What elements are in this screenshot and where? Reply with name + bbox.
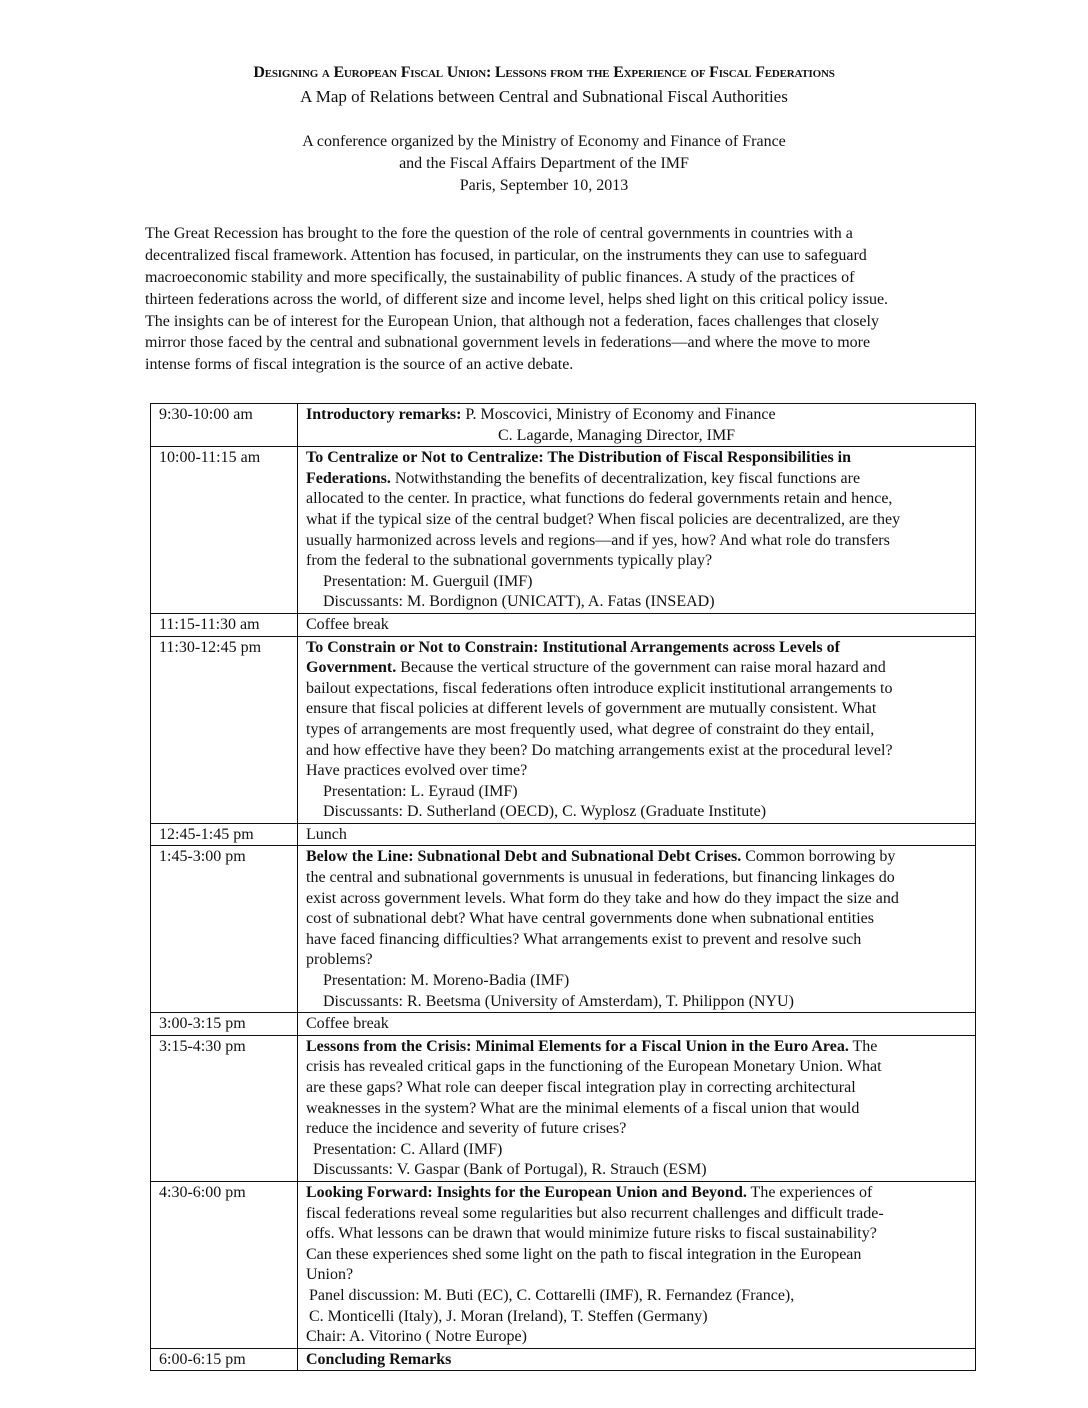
session-text: Common borrowing by [741, 848, 896, 866]
session-description [298, 404, 976, 447]
session-text: Coffee break [306, 1015, 389, 1033]
session-time-text: 3:15-4:30 pm [159, 1037, 246, 1055]
session-description [298, 1013, 976, 1036]
session-text: types of arrangements are most frequently used, what degree of constraint do they entail, [306, 720, 875, 738]
session-time [151, 1013, 298, 1036]
session-text: Discussants: M. Bordignon (UNICATT), A. Fatas (INSEAD) [323, 593, 715, 611]
session-line [306, 572, 967, 593]
session-description [298, 636, 976, 823]
session-text: reduce the incidence and severity of future crises? [306, 1120, 627, 1138]
session-line [306, 1099, 967, 1120]
session-line [306, 1014, 967, 1035]
session-title: Concluding Remarks [306, 1350, 452, 1368]
session-time [151, 447, 298, 614]
session-text: Discussants: D. Sutherland (OECD), C. Wyplosz (Graduate Institute) [323, 803, 767, 821]
session-title: Below the Line: Subnational Debt and Subnational Debt Crises. [306, 848, 742, 866]
session-text: and how effective have they been? Do matching arrangements exist at the procedural level? [306, 741, 893, 759]
session-time-text: 1:45-3:00 pm [159, 848, 246, 866]
session-time [151, 404, 298, 447]
session-title: Lessons from the Crisis: Minimal Elements for a Fiscal Union in the Euro Area. [306, 1037, 849, 1055]
session-description [298, 823, 976, 846]
agenda-row [151, 1013, 976, 1036]
session-line [306, 1183, 967, 1204]
session-time-text: 6:00-6:15 pm [159, 1350, 246, 1368]
session-line [306, 615, 967, 636]
session-time [151, 823, 298, 846]
session-line [306, 551, 967, 572]
session-text: exist across government levels. What form do they take and how do they impact the size and [306, 889, 899, 907]
session-time [151, 613, 298, 636]
agenda-row [151, 447, 976, 614]
session-line [306, 992, 967, 1013]
session-line [306, 1245, 967, 1266]
session-text: allocated to the center. In practice, what functions do federal governments retain and hence, [306, 490, 893, 508]
session-line [306, 1286, 967, 1307]
session-text: from the federal to the subnational governments typically play? [306, 552, 713, 570]
session-text: crisis has revealed critical gaps in the functioning of the European Monetary Union. What [306, 1058, 882, 1076]
session-text: have faced financing difficulties? What arrangements exist to prevent and resolve such [306, 930, 862, 948]
document-title: Designing a European Fiscal Union: Lessons from the Experience of Fiscal Federations [253, 64, 835, 81]
session-text: Chair: A. Vitorino ( Notre Europe) [306, 1328, 527, 1346]
session-line [306, 950, 967, 971]
session-text: Because the vertical structure of the government can raise moral hazard and [396, 659, 886, 677]
session-line [306, 889, 967, 910]
session-text: Union? [306, 1266, 354, 1284]
session-line [306, 1078, 967, 1099]
session-line [306, 426, 967, 447]
session-line [306, 868, 967, 889]
session-time-text: 11:15-11:30 am [159, 615, 260, 633]
session-description [298, 1035, 976, 1181]
session-time [151, 1181, 298, 1348]
session-time [151, 846, 298, 1013]
session-text: usually harmonized across levels and regions—and if yes, how? And what role do transfers [306, 531, 890, 549]
session-line [306, 802, 967, 823]
session-title: Federations. [306, 469, 391, 487]
intro-line: intense forms of fiscal integration is the source of an active debate. [145, 356, 574, 374]
session-line [306, 658, 967, 679]
session-time-text: 3:00-3:15 pm [159, 1015, 246, 1033]
session-text: weaknesses in the system? What are the minimal elements of a fiscal union that would [306, 1099, 860, 1117]
session-text: Discussants: V. Gaspar (Bank of Portugal), R. Strauch (ESM) [313, 1161, 707, 1179]
session-text: Presentation: M. Guerguil (IMF) [323, 572, 533, 590]
agenda-table [150, 403, 976, 1371]
intro-paragraph [145, 223, 975, 376]
agenda-row [151, 1348, 976, 1371]
session-text: Panel discussion: M. Buti (EC), C. Cottarelli (IMF), R. Fernandez (France), [309, 1286, 795, 1304]
session-line [306, 847, 967, 868]
session-text: what if the typical size of the central budget? When fiscal policies are decentralized, are they [306, 510, 901, 528]
session-text: Can these experiences shed some light on the path to fiscal integration in the European [306, 1245, 862, 1263]
agenda-row [151, 404, 976, 447]
organizer-line: A conference organized by the Ministry of Economy and Finance of France [302, 133, 786, 150]
document-subtitle: A Map of Relations between Central and Subnational Fiscal Authorities [300, 87, 788, 106]
session-text: The experiences of [746, 1183, 873, 1201]
agenda-row [151, 823, 976, 846]
session-text: fiscal federations reveal some regularities but also recurrent challenges and difficult trade- [306, 1204, 884, 1222]
session-title: Government. [306, 659, 397, 677]
intro-line: mirror those faced by the central and subnational government levels in federations—and where the move to more [145, 334, 871, 352]
session-description [298, 846, 976, 1013]
session-line [306, 782, 967, 803]
conference-date: Paris, September 10, 2013 [459, 177, 629, 194]
session-text: C. Lagarde, Managing Director, IMF [498, 426, 736, 444]
session-text: bailout expectations, fiscal federations often introduce explicit institutional arrangements to [306, 679, 893, 697]
intro-line: macroeconomic stability and more specifically, the sustainability of public finances. A study of the practices of [145, 268, 855, 286]
intro-line: decentralized fiscal framework. Attention has focused, in particular, on the instruments they can use to safeguard [145, 246, 867, 264]
session-title: Looking Forward: Insights for the European Union and Beyond. [306, 1183, 747, 1201]
session-line [306, 1160, 967, 1181]
session-line [306, 1119, 967, 1140]
intro-line: The insights can be of interest for the European Union, that although not a federation, faces challenges that closely [145, 312, 879, 330]
session-time-text: 11:30-12:45 pm [159, 638, 262, 656]
session-line [306, 405, 967, 426]
session-time [151, 1035, 298, 1181]
session-line [306, 1327, 967, 1348]
session-line [306, 1224, 967, 1245]
session-text: the central and subnational governments is unusual in federations, but financing linkages do [306, 869, 895, 887]
session-line [306, 930, 967, 951]
session-text: are these gaps? What role can deeper fiscal integration play in correcting architectural [306, 1079, 856, 1096]
session-text: problems? [306, 951, 373, 969]
session-text: Coffee break [306, 615, 389, 633]
session-line [306, 1307, 967, 1328]
session-line [306, 592, 967, 613]
session-line [306, 971, 967, 992]
session-line [306, 638, 967, 659]
agenda-row [151, 636, 976, 823]
session-text: C. Monticelli (Italy), J. Moran (Ireland), T. Steffen (Germany) [309, 1307, 708, 1325]
session-line [306, 531, 967, 552]
session-description [298, 447, 976, 614]
session-time-text: 10:00-11:15 am [159, 449, 261, 467]
session-text: Notwithstanding the benefits of decentralization, key fiscal functions are [390, 469, 861, 487]
session-text: P. Moscovici, Ministry of Economy and Finance [461, 406, 776, 423]
session-text: Have practices evolved over time? [306, 762, 528, 780]
session-line [306, 1057, 967, 1078]
session-line [306, 510, 967, 531]
session-line [306, 1265, 967, 1286]
session-time-text: 12:45-1:45 pm [159, 825, 254, 843]
session-time-text: 4:30-6:00 pm [159, 1183, 246, 1201]
session-title: To Constrain or Not to Constrain: Institutional Arrangements across Levels of [306, 638, 840, 656]
agenda-row [151, 846, 976, 1013]
session-line [306, 489, 967, 510]
session-line [306, 1140, 967, 1161]
session-text: Lunch [306, 825, 347, 843]
session-text: The [848, 1037, 878, 1055]
session-text: Discussants: R. Beetsma (University of Amsterdam), T. Philippon (NYU) [323, 992, 794, 1010]
agenda-row [151, 613, 976, 636]
session-line [306, 699, 967, 720]
session-line [306, 909, 967, 930]
session-line [306, 1350, 967, 1371]
session-line [306, 1037, 967, 1058]
session-time [151, 1348, 298, 1371]
session-time [151, 636, 298, 823]
session-line [306, 469, 967, 490]
session-description [298, 1181, 976, 1348]
agenda-row [151, 1035, 976, 1181]
session-text: Presentation: C. Allard (IMF) [313, 1140, 503, 1158]
organizer-line: and the Fiscal Affairs Department of the IMF [399, 155, 689, 172]
session-line [306, 741, 967, 762]
session-text: offs. What lessons can be drawn that would minimize future risks to fiscal sustainability? [306, 1225, 877, 1243]
agenda-row [151, 1181, 976, 1348]
session-line [306, 679, 967, 700]
session-description [298, 613, 976, 636]
session-description [298, 1348, 976, 1371]
intro-line: thirteen federations across the world, of different size and income level, helps shed light on this critical policy issue. [145, 290, 889, 308]
session-title: Introductory remarks: [306, 406, 462, 423]
session-text: Presentation: M. Moreno-Badia (IMF) [323, 972, 570, 990]
session-line [306, 761, 967, 782]
session-title: To Centralize or Not to Centralize: The Distribution of Fiscal Responsibilities in [306, 449, 852, 467]
session-text: Presentation: L. Eyraud (IMF) [323, 782, 518, 800]
session-time-text: 9:30-10:00 am [159, 406, 253, 423]
intro-line: The Great Recession has brought to the fore the question of the role of central governments in countries with a [145, 225, 853, 242]
session-line [306, 448, 967, 469]
session-line [306, 720, 967, 741]
session-text: ensure that fiscal policies at different levels of government are mutually consistent. What [306, 700, 877, 718]
session-text: cost of subnational debt? What have central governments done when subnational entities [306, 910, 874, 928]
session-line [306, 1204, 967, 1225]
session-line [306, 825, 967, 846]
